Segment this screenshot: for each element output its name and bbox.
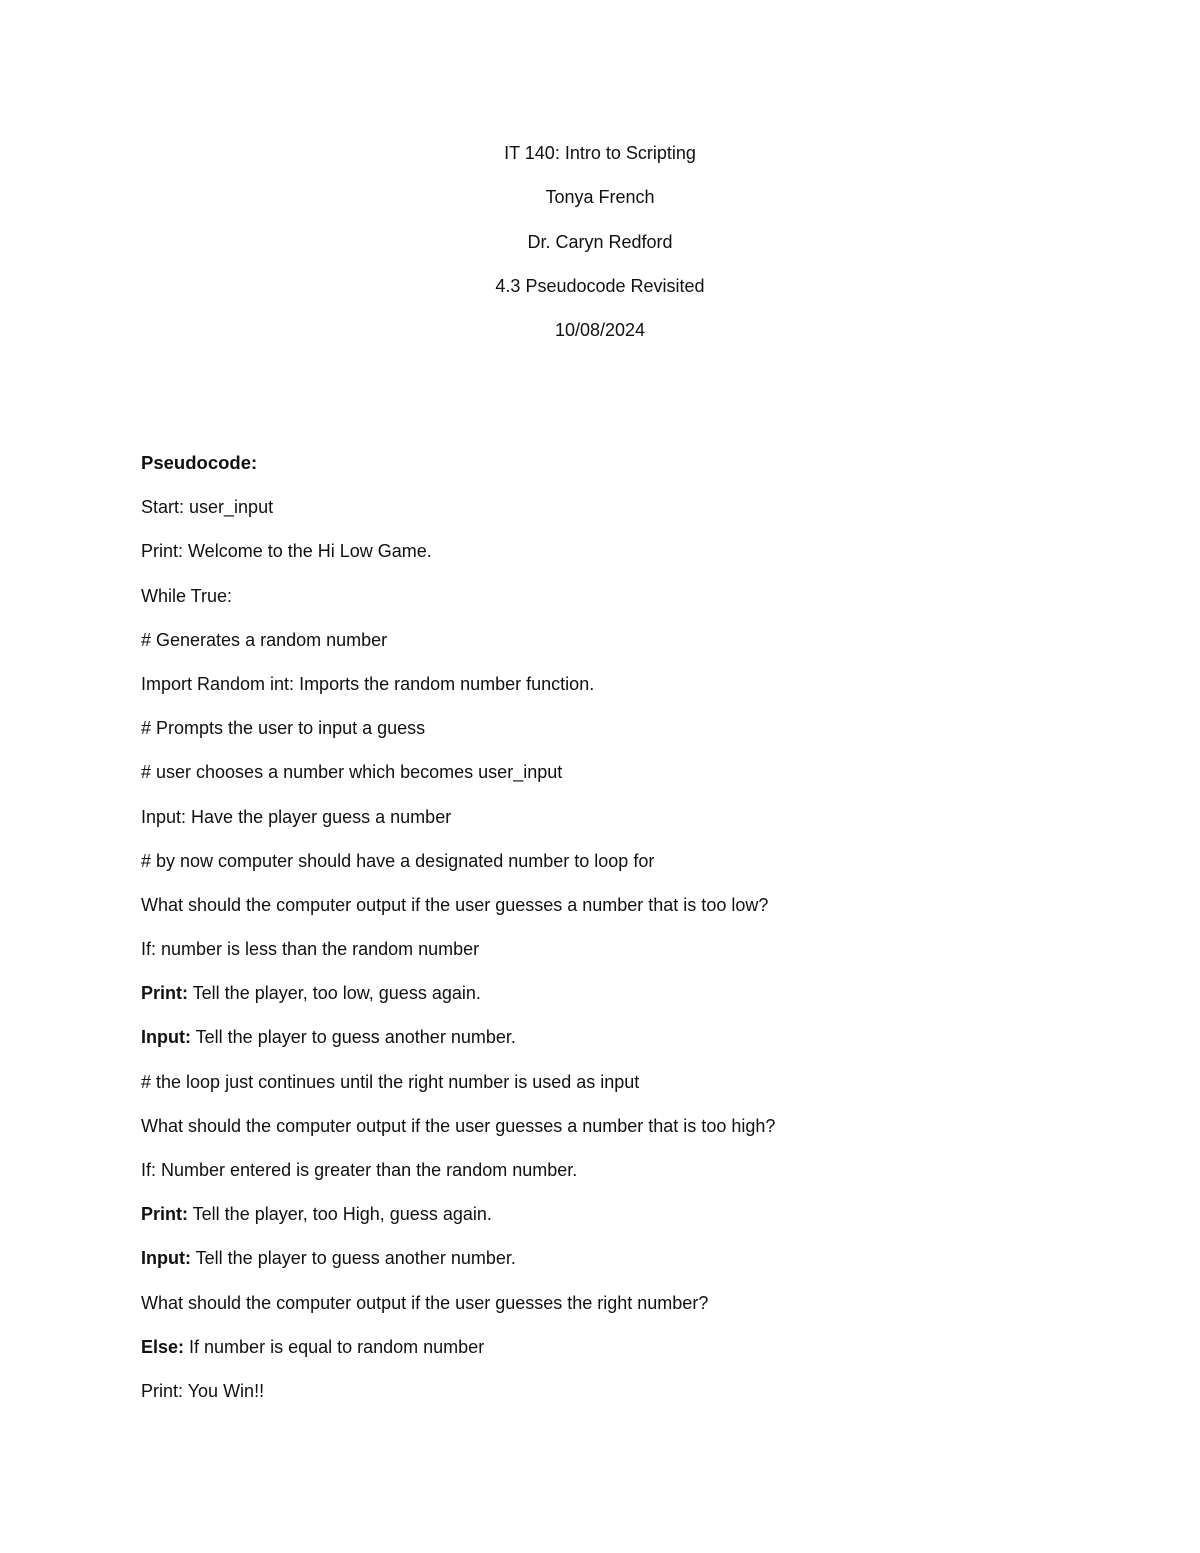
pseudocode-text: What should the computer output if the user guesses a number that is too low? bbox=[141, 894, 769, 915]
pseudocode-text: # the loop just continues until the right number is used as input bbox=[141, 1071, 640, 1092]
pseudocode-text: # by now computer should have a designated number to loop for bbox=[141, 850, 655, 871]
pseudocode-keyword: Print: bbox=[141, 1204, 188, 1225]
pseudocode-line bbox=[141, 850, 1101, 872]
pseudocode-text: user_input bbox=[184, 497, 274, 518]
pseudocode-line bbox=[141, 894, 1101, 916]
pseudocode-text: # Generates a random number bbox=[141, 629, 388, 650]
pseudocode-text: Have the player guess a number bbox=[186, 806, 452, 827]
pseudocode-line bbox=[141, 673, 1101, 695]
pseudocode-line bbox=[141, 1292, 1101, 1314]
pseudocode-line bbox=[141, 761, 1101, 783]
section-heading: Pseudocode: bbox=[141, 452, 258, 473]
pseudocode-line bbox=[141, 806, 1101, 828]
pseudocode-keyword: Input: bbox=[141, 806, 187, 827]
pseudocode-line bbox=[141, 1026, 1101, 1048]
pseudocode-text: What should the computer output if the user guesses a number that is too high? bbox=[141, 1115, 776, 1136]
pseudocode-line bbox=[141, 540, 1101, 562]
pseudocode-keyword: Input: bbox=[141, 1027, 191, 1048]
pseudocode-lines bbox=[141, 496, 1101, 1402]
pseudocode-keyword: Start: bbox=[141, 497, 185, 518]
pseudocode-text: Tell the player, too low, guess again. bbox=[188, 983, 481, 1004]
pseudocode-line bbox=[141, 1115, 1101, 1137]
pseudocode-text: What should the computer output if the user guesses the right number? bbox=[141, 1292, 709, 1313]
student-name: Tonya French bbox=[545, 187, 655, 208]
pseudocode-text: Import Random int: Imports the random number function. bbox=[141, 673, 595, 694]
pseudocode-text: Tell the player, too High, guess again. bbox=[188, 1204, 492, 1225]
pseudocode-text: You Win!! bbox=[183, 1380, 265, 1401]
pseudocode-text: Tell the player to guess another number. bbox=[190, 1248, 516, 1269]
instructor-name: Dr. Caryn Redford bbox=[527, 231, 673, 252]
course-title: IT 140: Intro to Scripting bbox=[504, 143, 696, 163]
pseudocode-line bbox=[141, 982, 1101, 1004]
pseudocode-text: number is less than the random number bbox=[156, 939, 480, 960]
pseudocode-line bbox=[141, 1380, 1101, 1402]
title-block bbox=[0, 142, 1200, 363]
pseudocode-keyword: Else: bbox=[141, 1336, 185, 1357]
pseudocode-text: # Prompts the user to input a guess bbox=[141, 718, 426, 739]
pseudocode-section bbox=[141, 452, 1101, 1424]
pseudocode-text: If number is equal to random number bbox=[184, 1336, 485, 1357]
pseudocode-text: # user chooses a number which becomes user_input bbox=[141, 762, 563, 783]
pseudocode-line bbox=[141, 585, 1101, 607]
pseudocode-text: Number entered is greater than the random number. bbox=[156, 1160, 578, 1180]
pseudocode-line bbox=[141, 1247, 1101, 1269]
pseudocode-keyword: If: bbox=[141, 1160, 157, 1180]
pseudocode-line bbox=[141, 1071, 1101, 1093]
pseudocode-keyword: Print: bbox=[141, 1380, 184, 1401]
submission-date: 10/08/2024 bbox=[554, 320, 646, 340]
pseudocode-line bbox=[141, 1336, 1101, 1358]
pseudocode-line bbox=[141, 938, 1101, 960]
assignment-title: 4.3 Pseudocode Revisited bbox=[495, 275, 705, 296]
pseudocode-keyword: Input: bbox=[141, 1248, 191, 1269]
pseudocode-keyword: Print: bbox=[141, 541, 184, 562]
pseudocode-line bbox=[141, 629, 1101, 651]
pseudocode-line bbox=[141, 1203, 1101, 1225]
pseudocode-keyword: If: bbox=[141, 939, 157, 960]
pseudocode-text: Tell the player to guess another number. bbox=[190, 1027, 516, 1048]
pseudocode-text: Welcome to the Hi Low Game. bbox=[183, 541, 432, 562]
pseudocode-keyword: Print: bbox=[141, 983, 188, 1004]
pseudocode-text: While True: bbox=[141, 585, 233, 606]
pseudocode-line bbox=[141, 496, 1101, 518]
pseudocode-line bbox=[141, 1159, 1101, 1181]
pseudocode-line bbox=[141, 717, 1101, 739]
